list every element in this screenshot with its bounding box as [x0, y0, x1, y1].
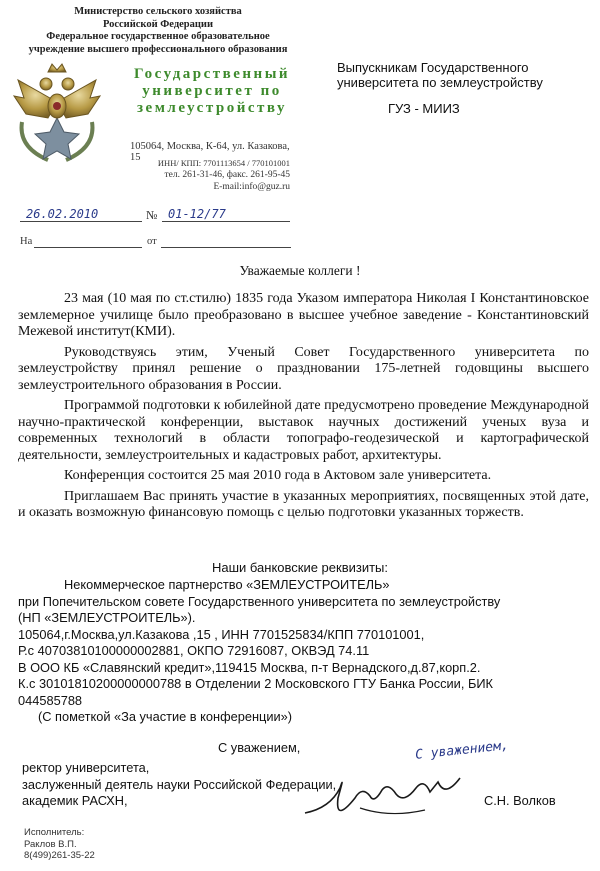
university-address: 105064, Москва, К-64, ул. Казакова, 15 — [130, 141, 290, 163]
signer-line: заслуженный деятель науки Российской Федерации, — [22, 776, 337, 792]
handwritten-regards: С уважением, — [414, 738, 510, 763]
date-field — [20, 207, 142, 222]
bank-details-title: Наши банковские реквизиты: — [211, 560, 389, 575]
university-name-line: Государственный — [133, 66, 291, 82]
paragraph: Приглашаем Вас принять участие в указанных мероприятиях, посвященных этой дате, и оказать возможную финансовую помощь с целью подготовки указанных торжеств. — [18, 488, 589, 520]
ministry-header — [8, 6, 308, 56]
ministry-line: Российской Федерации — [102, 18, 214, 30]
signer-title — [22, 760, 336, 810]
recipient-line: университета по землеустройству — [337, 75, 543, 90]
bank-line: Некоммерческое партнерство «ЗЕМЛЕУСТРОИТЕЛЬ» — [64, 577, 390, 592]
recipient-line: Выпускникам Государственного — [337, 60, 529, 75]
on-field — [34, 236, 142, 248]
bank-line: (НП «ЗЕМЛЕУСТРОИТЕЛЬ»). — [18, 610, 196, 625]
greeting: Уважаемые коллеги ! — [239, 263, 361, 278]
number-label: № — [146, 208, 158, 222]
handwritten-date: 26.02.2010 — [26, 207, 99, 221]
email: E-mail:info@guz.ru — [213, 182, 290, 192]
recipient-block — [337, 60, 587, 90]
bank-line: (С пометкой «За участие в конференции») — [38, 709, 293, 724]
executor-name: Раклов В.П. — [24, 838, 77, 850]
bank-line: 044585788 — [18, 692, 83, 708]
phones: тел. 261-31-46, факс. 261-95-45 — [164, 170, 290, 180]
executor-phone: 8(499)261-35-22 — [24, 850, 95, 861]
bank-details — [18, 577, 589, 726]
number-field — [162, 207, 290, 222]
executor-block — [24, 827, 95, 862]
on-label: На — [20, 236, 33, 247]
signer-line: академик РАСХН, — [22, 793, 128, 808]
handwritten-number: 01-12/77 — [168, 207, 226, 221]
bank-line: В ООО КБ «Славянский кредит»,119415 Москва, п-т Вернадского,д.87,корп.2. — [18, 659, 481, 675]
inn-kpp: ИНН/ КПП: 7701113654 / 770101001 — [157, 158, 290, 168]
university-name-line: университет по — [142, 83, 282, 99]
paragraph: Руководствуясь этим, Ученый Совет Государственного университета по землеустройству принял решение о праздновании 175-летней годовщины высшего землеустроительного образования в России. — [18, 344, 589, 393]
from-label: от — [147, 236, 157, 247]
ministry-line: учреждение высшего профессионального образования — [28, 43, 288, 55]
paragraph: Программой подготовки к юбилейной дате предусмотрено проведение Международной научно-практической конференции, выставок научных достижений ученых вуза и современных технологий в области топографо-геодезической и картографической деятельности, землеустроительных и кадастровых работ, архитектуры. — [18, 398, 589, 463]
ministry-line: Федеральное государственное образовательное — [46, 31, 270, 42]
bank-line: 105064,г.Москва,ул.Казакова ,15 , ИНН 7701525834/КПП 770101001, — [18, 626, 425, 642]
signer-line: ректор университета, — [22, 760, 150, 775]
recipient-org: ГУЗ - МИИЗ — [388, 101, 460, 116]
from-field — [161, 236, 291, 248]
bank-line: К.с 30101810200000000788 в Отделении 2 Московского ГТУ Банка России, БИК — [18, 676, 493, 691]
bank-line: при Попечительском совете Государственного университета по землеустройству — [18, 593, 501, 609]
paragraph: Конференция состоится 25 мая 2010 года в Актовом зале университета. — [64, 468, 492, 483]
university-name — [112, 66, 312, 117]
ministry-line: Министерство сельского хозяйства — [74, 6, 242, 17]
university-contacts — [120, 157, 290, 193]
paragraph: 23 мая (10 мая по ст.стилю) 1835 года Указом императора Николая I Константиновское землемерное училище было преобразовано в высшее учебное заведение - Константиновский Межевой институт(КМИ). — [18, 291, 589, 339]
double-headed-eagle-emblem-icon — [8, 62, 106, 166]
university-name-line: землеустройству — [137, 100, 287, 116]
executor-label: Исполнитель: — [24, 827, 85, 838]
signer-name: С.Н. Волков — [484, 793, 556, 808]
closing-regards: С уважением, — [218, 740, 301, 755]
letter-body — [18, 291, 589, 526]
signature-icon — [300, 768, 480, 828]
bank-line: Р.с 40703810100000002881, ОКПО 72916087, ОКВЭД 74.11 — [18, 643, 370, 658]
